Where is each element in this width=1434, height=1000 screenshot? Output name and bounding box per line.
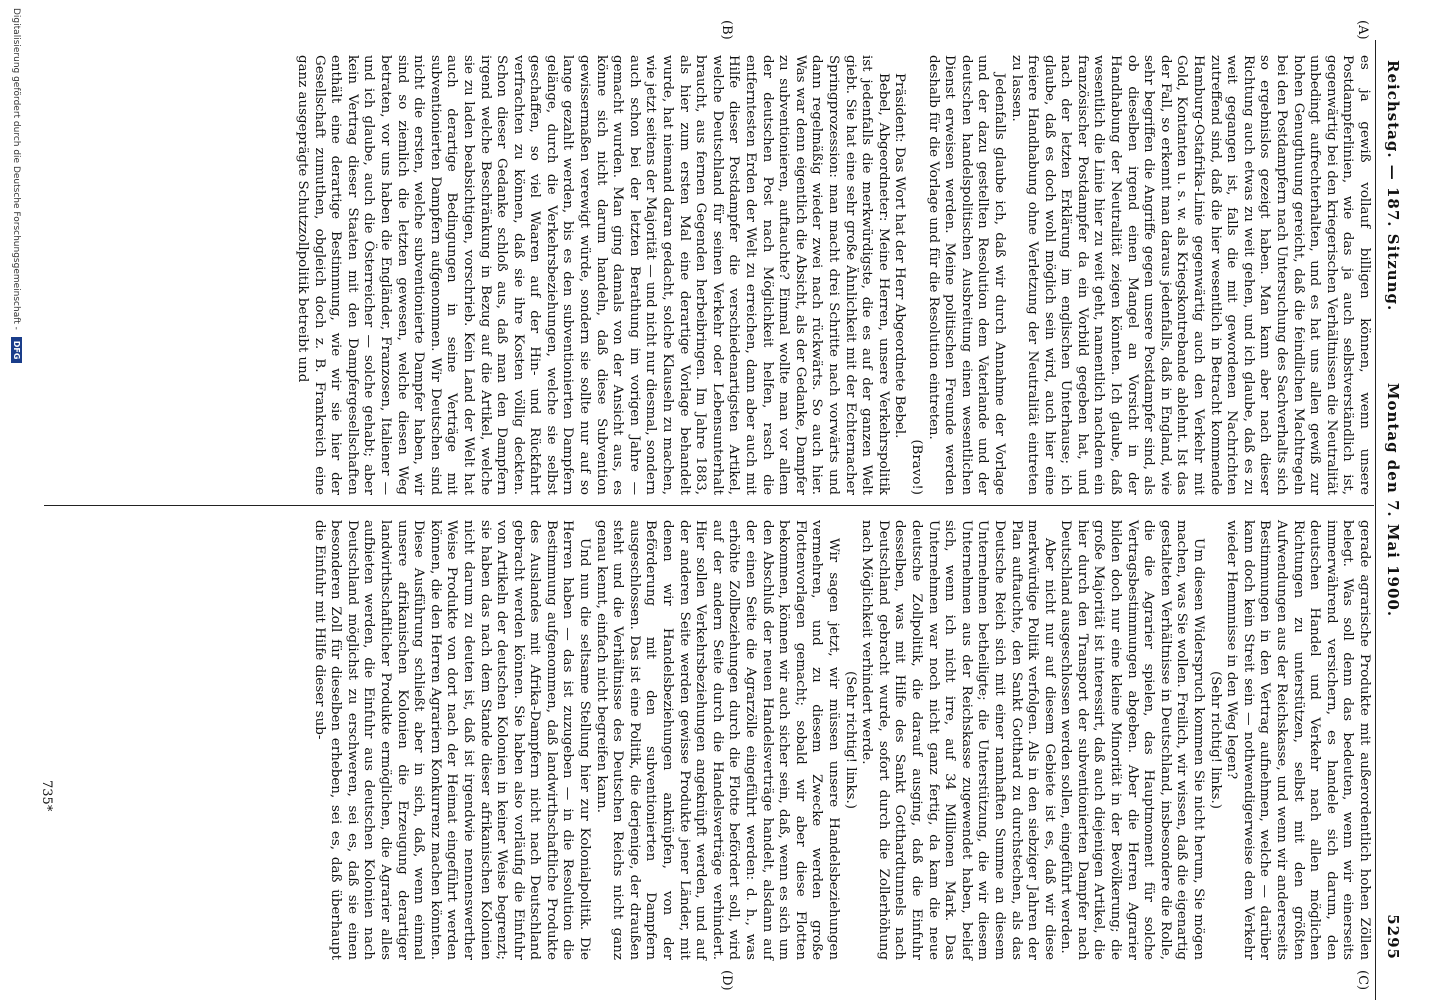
paragraph: Und nun die seltsame Stellung hier zur Kolonialpolitik. Die Herren haben — das ist zuzugeben — in die Resolution die Bestimmung aufgenommen, daß landwirthschaftliche Produkte des Auslandes mit Afrika-Dampfern nicht nach Deutschland gebracht werden können. Sie haben also vorläufig die Einfuhr von Artikeln der deutschen Kolonien in keiner Weise begrenzt; sie haben das nach dem Stande dieser afrikanischen Kolonien nicht darum zu deuten ist, daß ist irgendwie nennenswerther Weise Produkte von dort nach der Heimat eingeführt werden können, die den Herren Agrariern Konkurrenz machen könnten. Diese Ausführung schließt aber in sich, daß, wenn einmal unsere afrikanischen Kolonien die Erzeugung derartiger landwirthschaftlicher Produkte ermöglichen, die Agrarier alles aufbieten werden, die Einfuhr aus deutschen Kolonien nach Deutschland möglichst zu erschweren, sei es, daß sie einen besonderen Zoll für dieselben erheben, sei es, daß überhaupt die Einfuhr mit Hilfe dieser sub- <box>311 520 593 960</box>
header-page-number: 5295 <box>1384 914 1402 960</box>
paragraph: Jedenfalls glaube ich, daß wir durch Annahme der Vorlage und der dazu gestellten Resolution dem Vaterlande und der deutschen handelspolitischen Ausbreitung einen wesentlichen Dienst erweisen werden. Meine politischen Freunde werden deshalb für die Vorlage und für die Resolution eintreten. <box>925 55 1007 495</box>
interjection: (Bravo!) <box>908 439 924 495</box>
page-number: 735* <box>39 780 54 812</box>
header-rule <box>1375 40 1376 1000</box>
paragraph: Aber nicht nur auf diesem Gebiete ist es, daß wir diese merkwürdige Politik verfolgen. Als in den siebziger Jahren der Plan auftauchte, den Sankt Gotthard zu durchstechen, als das Deutsche Reich sich mit einer namhaften Summe an diesem Unternehmen betheiligte; die Unterstützung, die wir diesem Unternehmen aus der Reichskasse zugewendet haben, belief sich, wenn ich nicht irre, auf 34 Millionen Mark. Das Unternehmen war noch nicht ganz fertig, da kam die neue deutsche Zollpolitik, die darauf ausging, daß die Einfuhr desselben, was mit Hilfe des Sankt Gotthardtunnels nach Deutschland gebracht wurde, sofort durch die Zollerhöhung nach Möglichkeit verhindert werde. <box>859 520 1057 960</box>
dfg-logo: DFG <box>11 337 22 364</box>
header-left: Reichstag. — 187. Sitzung. <box>1384 60 1402 312</box>
right-column <box>310 520 1372 960</box>
interjection: (Sehr richtig! links.) <box>842 671 858 809</box>
margin-marker-c: (C) <box>1355 970 1370 991</box>
page-header <box>1378 0 1402 1000</box>
interjection: (Sehr richtig! links.) <box>1207 671 1223 809</box>
paragraph: Wir sagen jetzt, wir müssen unsere Handelsbeziehungen vermehren, und zu diesem Zwecke werden große Flottenvorlagen gemacht; sobald wir aber diese Flotten bekommen, können wir auch sicher sein, daß, wenn es sich um den Abschluß der neuen Handelsverträge handelt, alsdann auf der einen Seite die Agrarzölle eingeführt werden: d. h., was erhöhte Zollbeziehungen durch die Flotte befördert soll, wird auf der andern Seite durch die Handelsverträge verhindert. Hier sollen Verkehrsbeziehungen angeknüpft werden, und auf der anderen Seite werden gewisse Produkte jener Länder, mit denen wir Handelsbeziehungen anknüpfen, von der Beförderung mit den subventionierten Dampfern ausgeschlossen. Das ist eine Politik, die derjenige, der draußen steht und die Verhältnisse des Deutschen Reichs nicht ganz genau kennt, einfach nicht begreifen kann. <box>593 520 841 960</box>
paragraph: es ja gewiß vollauf billigen können, wenn unsere Postdampferlinien, wie das ja auch selbstverständlich ist, gegenwärtig bei den kriegerischen Verhältnissen die Neutralität unbedingt aufrechterhalten, und es hat uns allen gewiß zur hohen Genugthuung gereicht, daß die feindlichen Machtregeln bei den Postdampfern nach Untersuchung des Sachverhalts sich so ergebnislos gezeigt haben. Man kann aber nach dieser Richtung auch etwas zu weit gehen, und ich glaube, daß es zu weit gegangen ist, falls die mit gewordenen Nachrichten zutreffend sind, daß die hier wesentlich in Betracht kommende Hamburg-Ostafrika-Linie gegenwärtig auch den Verkehr mit Gold, Kontanten u. s. w. als Kriegskontrebande ablehnt. Ist das der Fall, so erkennt man daraus jedenfalls, daß in England, wie sehr begriffen die Angriffe gegen unsere Postdampfer sind, als ob dieselben irgend einen Mangel an Vorsicht in der Handhabung der Neutralität zeigen könnten. Ich glaube, daß wesentlich die Linie hier zu weit geht, namentlich nachdem ein französischer Postdampfer da ein Vorbild gegeben hat, und nach der letzten Erklärung im englischen Unterhause; ich glaube, daß es doch wohl möglich sein wird, auch hier eine freiere Handhabung ohne Verletzung der Neutralität eintreten zu lassen. <box>1008 55 1372 495</box>
left-column <box>293 55 1372 495</box>
speaker-paragraph: Präsident: Das Wort hat der Herr Abgeordnete Bebel. <box>892 73 908 439</box>
footer-text: Digitalisierung gefördert durch die Deutsche Forschungsgemeinschaft - <box>11 8 21 330</box>
margin-marker-b: (B) <box>719 20 734 40</box>
paragraph: gerade agrarische Produkte mit außerordentlich hohen Zöllen belegt. Was soll denn das bedeuten, wenn wir einerseits immerwährend versichern, es handele sich darum, den deutschen Handel und Verkehr nach allen möglichen Richtungen zu unterstützen, selbst mit den größten Aufwendungen aus der Reichskasse, und wenn wir andererseits Bestimmungen in den Vertrag aufnehmen, welche — darüber kann doch kein Streit sein — nothwendigerweise dem Verkehr wieder Hemmnisse in den Weg legen? <box>1224 520 1372 960</box>
header-center: Montag den 7. Mai 1900. <box>1384 382 1402 618</box>
paragraph: Bebel, Abgeordneter: Meine Herren, unsere Verkehrspolitik ist jedenfalls die merkwürdigste, die es auf der ganzen Welt giebt. Sie hat eine sehr große Ähnlichkeit mit der Echternacher Springprozession: man macht drei Schritte nach vorwärts und dann regelmäßig wieder zwei nach rückwärts. So auch hier. Was war denn eigentlich die Absicht, als der Gedanke, Dampfer zu subventionieren, auftauchte? Einmal wollte man vor allem der deutschen Post nach Möglichkeit helfen, rasch die entferntesten Erden der Welt zu erreichen, dann aber auch mit Hilfe dieser Postdampfer die verschiedenartigsten Artikel, welche Deutschland für seinen Verkehr oder Lebensunterhalt braucht, aus fernen Gegenden herbeibringen. Im Jahre 1883, als hier zum ersten Mal eine derartige Vorlage behandelt wurde, hat niemand daran gedacht, solche Klauseln zu machen, wie jetzt seitens der Majorität — und nicht nur diesmal, sondern auch schon bei der letzten Berathung im vorigen Jahre — gemacht wurden. Man ging damals von der Ansicht aus, es könne sich nicht darum handeln, daß diese Subvention gewissermaßen verewigt würde, sondern sie sollte nur auf so lange gezahlt werden, bis es den subventionierten Dampfern gelänge, durch die Verkehrsbeziehungen, welche sie selbst geschaffen, so viel Waaren auf der Hin- und Rückfahrt verfrachten zu können, daß sie ihre Kosten völlig deckten. Schon dieser Gedanke schloß aus, daß man den Dampfern irgend welche Beschränkung in Bezug auf die Artikel, welche sie zu laden beabsichtigen, vorschrieb. Kein Land der Welt hat auch derartige Bedingungen in seine Verträge mit subventionierten Dampfern aufgenommen. Wir Deutschen sind nicht die ersten, welche subventionierte Dampfer haben, wir sind so ziemlich die letzten gewesen, welche diesen Weg betraten, vor uns haben die Engländer, Franzosen, Italiener — und ich glaube, auch die Österreicher — solche gehabt; aber kein Vertrag dieser Staaten mit den Dampfergesellschaften enthält eine derartige Bestimmung, wie wir sie hier der Gesellschaft zumuthen, obgleich doch z. B. Frankreich eine ganz ausgeprägte Schutzzollpolitik betreibt und <box>295 55 891 495</box>
margin-marker-d: (D) <box>719 970 734 991</box>
paragraph: Um diesen Widerspruch kommen Sie nicht herum, Sie mögen machen, was Sie wollen. Freilich, wir wissen, daß die eigenartig gestalteten Verhältnisse in Deutschland, insbesondere die Rolle, die die Agrarier spielen, das Hauptmoment für solche Vertragsbestimmungen abgeben. Aber die Herren Agrarier bilden doch nur eine kleine Minorität in der Bevölkerung; die große Majorität ist interessirt, daß auch diejenigen Artikel, die hier durch den Transport der subventionierten Dampfer nach Deutschland ausgeschlossen werden sollen, eingeführt werden. <box>1058 520 1207 960</box>
column-divider <box>44 505 1374 506</box>
margin-marker-a: (A) <box>1355 20 1370 40</box>
